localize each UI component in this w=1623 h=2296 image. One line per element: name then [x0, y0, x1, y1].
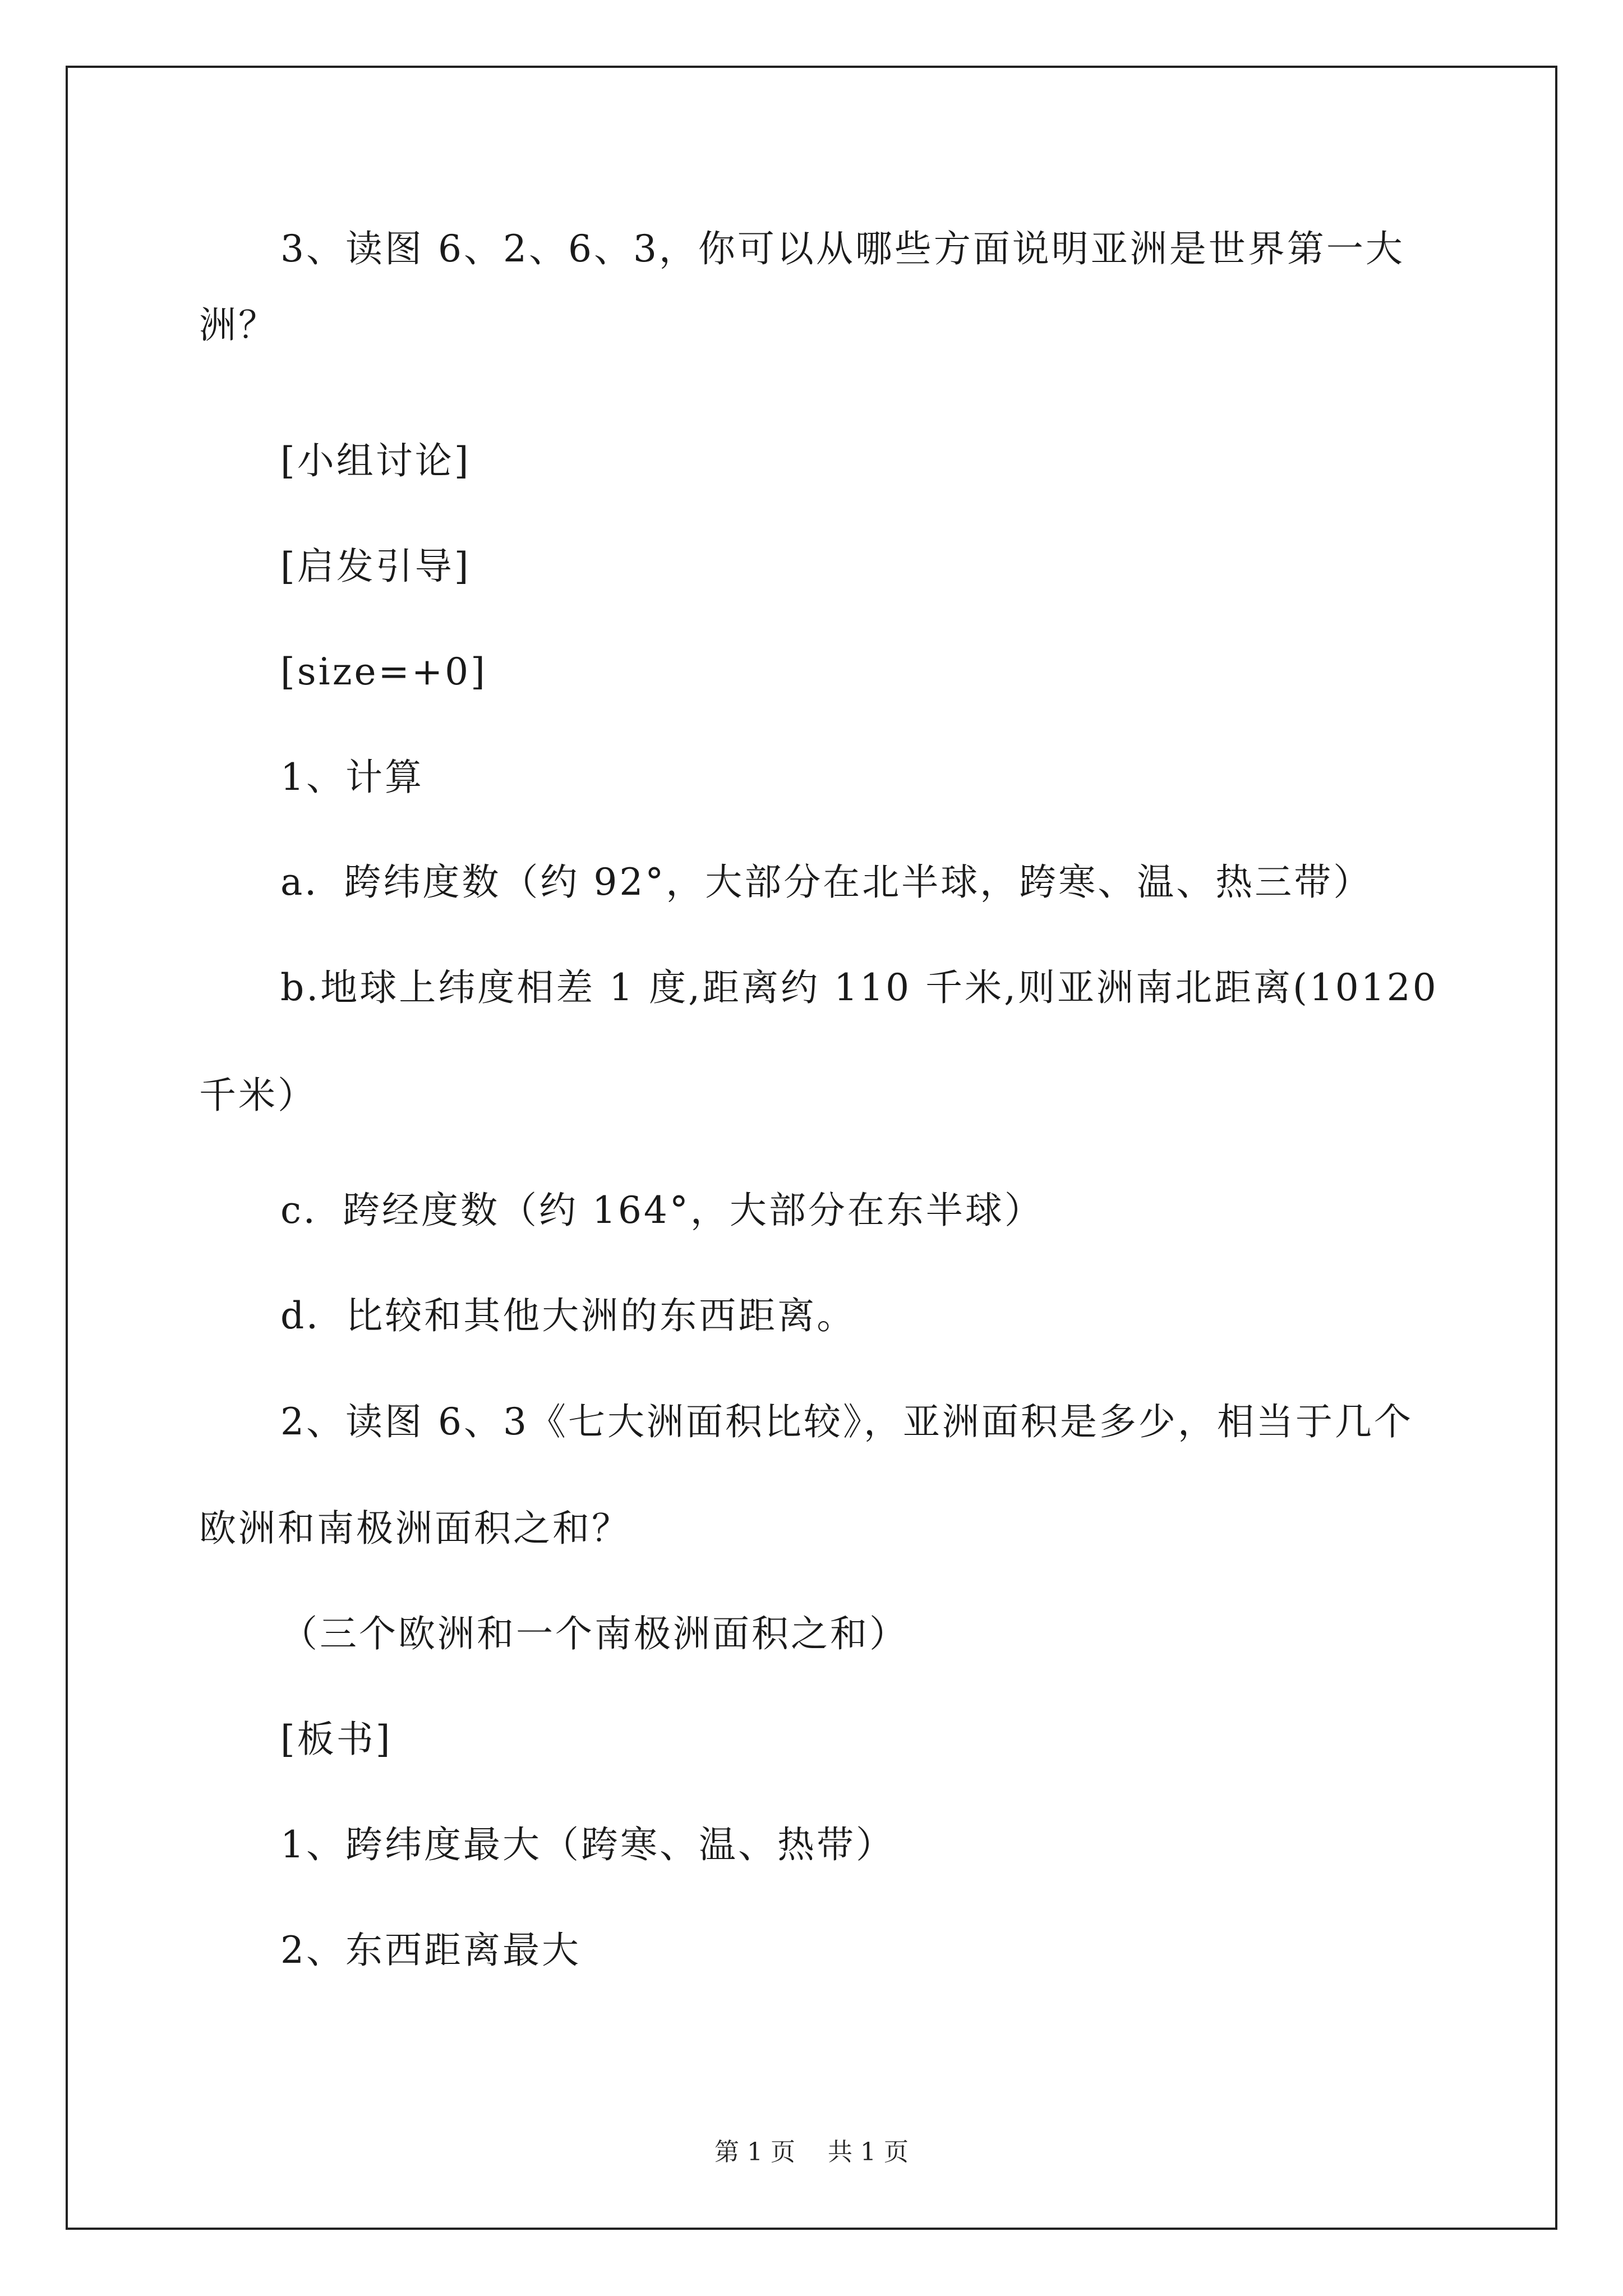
item-c-longitude-span: c．跨经度数（约 164°，大部分在东半球） [280, 1189, 1044, 1232]
question-2-line-1: 2、读图 6、3《七大洲面积比较》，亚洲面积是多少，相当于几个 [280, 1400, 1413, 1443]
item-b-distance-line-1: b.地球上纬度相差 1 度,距离约 110 千米,则亚洲南北距离(10120 [280, 966, 1438, 1009]
item-a-latitude-span: a．跨纬度数（约 92°，大部分在北半球，跨寒、温、热三带） [280, 861, 1373, 904]
page-border [66, 66, 1557, 2230]
item-d-compare: d．比较和其他大洲的东西距离。 [280, 1294, 856, 1337]
heading-board-notes: [板书] [280, 1718, 393, 1761]
heading-guidance: [启发引导] [280, 545, 471, 588]
paragraph-question-3-line-1: 3、读图 6、2、6、3，你可以从哪些方面说明亚洲是世界第一大 [280, 227, 1405, 270]
page-number-footer: 第 1 页 共 1 页 [714, 2138, 909, 2166]
item-calculate: 1、计算 [280, 756, 424, 799]
board-point-2: 2、东西距离最大 [280, 1929, 581, 1972]
item-b-distance-line-2: 千米） [199, 1074, 317, 1117]
board-point-1: 1、跨纬度最大（跨寒、温、热带） [280, 1823, 895, 1866]
paragraph-question-3-line-2: 洲？ [199, 303, 278, 347]
size-tag-line: [size=+0] [280, 650, 487, 693]
question-2-line-2: 欧洲和南极洲面积之和？ [199, 1507, 631, 1550]
answer-area-comparison: （三个欧洲和一个南极洲面积之和） [280, 1612, 909, 1655]
heading-group-discussion: [小组讨论] [280, 439, 471, 482]
